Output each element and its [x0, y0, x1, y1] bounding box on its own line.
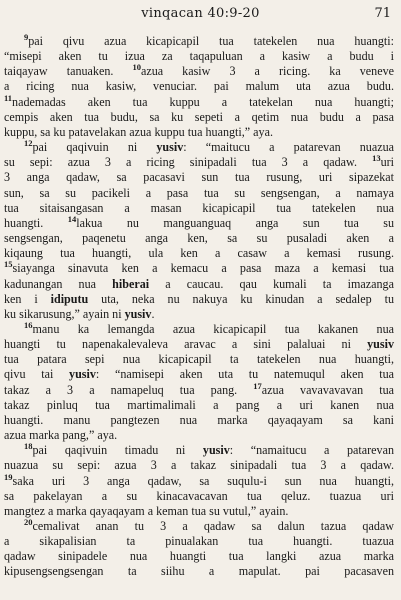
verse-text: a ricing nua kasiw, venuciar. pai malum uta azua budu. [4, 79, 394, 94]
verse-text: a caucau. qau kumali ta imazanga [149, 276, 394, 291]
text-line [4, 64, 394, 79]
verse-number: 16 [24, 319, 33, 330]
proper-name: yusiv [124, 306, 152, 321]
verse-text: kadunangan nua [4, 276, 113, 291]
verse-number: 20 [24, 516, 33, 527]
text-line [4, 380, 395, 398]
verse-text: manu ka lemangda azua kicapicapil tua kakanen nua [32, 321, 394, 336]
verse-text: azua vavavavavan tua [261, 382, 395, 397]
text-line [4, 213, 394, 231]
verse-text: pai qaqivuin timadu ni [32, 443, 203, 458]
verse-text: pai qaqivuin ni [32, 140, 157, 155]
text-line [4, 398, 394, 413]
text-line [4, 471, 394, 489]
text-line [4, 186, 394, 201]
verse-text: mangtez a marka qayaqayam a keman tua su vutul,” ayain. [4, 503, 289, 518]
verse-text: nademadas aken tua kuppu a tatekelan nua huangti; [12, 94, 394, 109]
verse-text: . [151, 306, 155, 321]
text-line [4, 140, 394, 155]
verse-text: ku sikarusung,” ayain ni [4, 306, 125, 321]
verse-text: a sikapalisian ta pinualakan tua huangti. tuazua [4, 534, 394, 549]
text-line [4, 564, 394, 579]
verse-text: : “namaitucu a patarevan [229, 443, 394, 458]
verse-text: taiqayaw tanuaken. [4, 64, 133, 79]
text-line [4, 549, 394, 564]
verse-text: “misepi aken tu izua za taqapuluan a kasiw a budu i [4, 49, 394, 64]
verse-text: sengsengan, paqenetu anga ken, sa su pusaladi aken a [4, 231, 394, 246]
verse-text: kiqaung tua huangti, ula ken a casaw a kemasi rusung. [4, 246, 394, 261]
verse-text: cempis aken tua budu, sa ku sepeti a qetim nua budu a pasa [4, 109, 394, 124]
verse-number: 14 [67, 213, 77, 224]
verse-text: siayanga sinavuta ken a kemacu a pasa maza a kemasi tua [12, 261, 394, 276]
verse-text: sa pakelayan a su kinacavacavan tua qeluz. tuazua uri [4, 488, 394, 503]
verse-text: lakua nu manguanguaq anga sun tua su [76, 215, 394, 230]
verse-text: takaz a 3 a namapeluq tua pang. [4, 382, 254, 397]
text-line [4, 337, 394, 352]
verse-number: 15 [4, 259, 13, 270]
verse-text: huangti. [4, 215, 68, 230]
text-line [4, 516, 394, 534]
verse-text: ken i [4, 291, 51, 306]
text-line [4, 246, 394, 261]
proper-name: yusiv [367, 337, 394, 352]
text-line [4, 49, 394, 64]
text-line [4, 504, 394, 519]
verse-number: 12 [24, 138, 33, 149]
text-line [4, 155, 394, 170]
verse-text: huangti. manu pangtezen nua marka qayaqayam sa kani [4, 412, 394, 427]
verse-text: huangti tu napenakalevaleva aravac a sini palaluai ni [4, 337, 368, 352]
proper-name: yusiv [69, 367, 96, 382]
verse-number: 18 [24, 441, 33, 452]
text-line [4, 413, 394, 428]
verse-text: tua patara sepi nua kicapicapil ta tatekelen nua huangti, [4, 352, 394, 367]
text-line [4, 277, 394, 292]
verse-number: 19 [4, 471, 13, 482]
verse-text: azua kasiw 3 a ricing. ka veneve [140, 64, 394, 79]
verse-number: 11 [4, 92, 13, 103]
verse-text: azua marka pang,” aya. [4, 428, 118, 443]
verse-text: qadaw sinipadele nua huangti tua langki azua marka [4, 549, 394, 564]
page-header [0, 6, 401, 26]
text-line [4, 110, 394, 125]
body-text [4, 31, 395, 580]
text-line [4, 201, 394, 216]
verse-text: : “namisepi aken uta tu natemuqul aken tua [95, 367, 394, 382]
verse-text: 3 anga qadaw, sa pacasavi sun tua rusung, uri sipazekat [4, 170, 394, 185]
text-line [4, 92, 394, 110]
proper-name: hiberai [112, 276, 150, 291]
verse-text: su sepi: azua 3 a ricing sinipadali tua 3 a qadaw. [4, 155, 373, 170]
text-line [4, 319, 394, 337]
verse-text: cemalivat anan tu 3 a qadaw sa dalun tazua qadaw [32, 519, 394, 533]
text-line [4, 31, 394, 49]
text-line [4, 352, 394, 367]
text-line [4, 489, 394, 504]
verse-text: tua sitaisangasan a masan kicapicapil tua tatekelen nua [4, 200, 394, 215]
verse-number: 13 [372, 153, 381, 164]
verse-text: qivu tai [4, 367, 70, 382]
verse-text: pai qivu azua kicapicapil tua tatekelen nua huangti: [28, 34, 394, 48]
text-line [4, 458, 394, 473]
text-line [4, 367, 394, 382]
verse-text: takaz pinluq tua martimalimali a pang a uri kanen nua [4, 397, 394, 412]
verse-text: uta, neka nu nakuya ku kinudan a sedalep tu [88, 291, 395, 306]
running-title: vinqacan 40:9-20 [141, 6, 260, 21]
verse-number: 9 [24, 31, 29, 42]
verse-text: : “maitucu a patarevan nuazua [183, 140, 395, 155]
proper-name: idiputu [50, 291, 89, 306]
page-number: 71 [374, 6, 391, 21]
text-line [4, 261, 394, 276]
verse-text: kuppu, sa ku patavelakan azua kuppu tua huangti,” aya. [4, 124, 273, 139]
proper-name: yusiv [156, 140, 184, 155]
text-line [4, 307, 394, 322]
text-line [4, 292, 394, 307]
verse-text: nuazua su sepi: azua 3 a takaz sinipadali tua 3 a qadaw. [4, 458, 394, 473]
text-line [4, 79, 394, 94]
text-line [4, 125, 394, 140]
verse-text: uri [380, 155, 394, 170]
text-line [4, 170, 394, 185]
verse-text: sun, sa su pacikeli a pasa tua su sengsengan, a namaya [4, 185, 394, 200]
verse-text: saka uri 3 anga qadaw, sa suqulu-i sun nua huangti, [12, 473, 394, 488]
text-line [4, 231, 394, 246]
text-line [4, 534, 394, 549]
verse-text: kipusengsengsengan ta siihu a mapulat. pai pacasaven [4, 564, 394, 579]
verse-number: 10 [132, 62, 141, 73]
text-line [4, 428, 394, 443]
verse-number: 17 [253, 380, 262, 391]
text-line [4, 443, 394, 458]
proper-name: yusiv [202, 443, 230, 458]
